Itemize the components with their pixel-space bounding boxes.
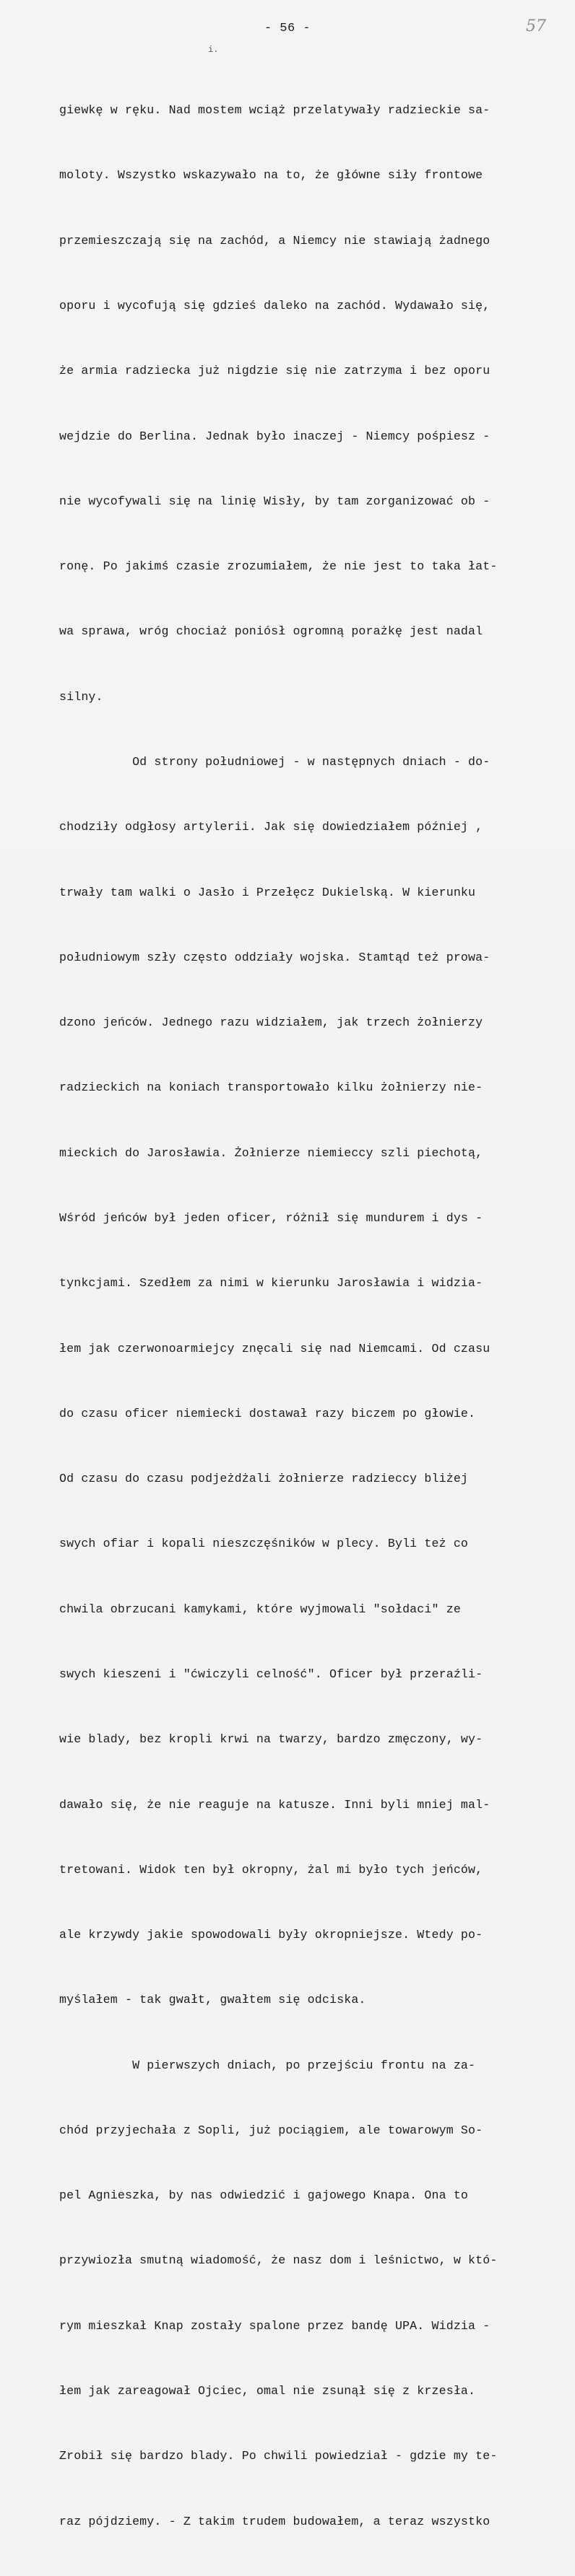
- text-line: dzono jeńców. Jednego razu widziałem, jak trzech żołnierzy: [59, 1016, 483, 1030]
- text-line: dawało się, że nie reaguje na katusze. Inni byli mniej mal-: [59, 1797, 490, 1812]
- text-line: moloty. Wszystko wskazywało na to, że główne siły frontowe: [59, 168, 483, 183]
- text-line: myślałem - tak gwałt, gwałtem się odciska.: [59, 1993, 366, 2007]
- text-line: chwila obrzucani kamykami, które wyjmowali "sołdaci" ze: [59, 1602, 461, 1616]
- text-line: silny.: [59, 689, 103, 704]
- text-line: ale krzywdy jakie spowodowali były okropniejsze. Wtedy po-: [59, 1928, 483, 1942]
- text-line: że armia radziecka już nigdzie się nie zatrzyma i bez oporu: [59, 364, 490, 378]
- text-line: łem jak czerwonoarmiejcy znęcali się nad Niemcami. Od czasu: [59, 1341, 490, 1355]
- text-line: Zrobił się bardzo blady. Po chwili powiedział - gdzie my te-: [59, 2449, 498, 2463]
- stray-typewriter-mark: i.: [208, 45, 219, 55]
- text-line: swych kieszeni i "ćwiczyli celność". Oficer był przeraźli-: [59, 1667, 483, 1681]
- text-line: do czasu oficer niemiecki dostawał razy biczem po głowie.: [59, 1406, 476, 1420]
- text-line: Od czasu do czasu podjeżdżali żołnierze radzieccy bliżej: [59, 1472, 469, 1486]
- text-line: oporu i wycofują się gdzieś daleko na zachód. Wydawało się,: [59, 299, 490, 313]
- text-line: mieckich do Jarosławia. Żołnierze niemieccy szli piechotą,: [59, 1145, 483, 1160]
- text-line: chodziły odgłosy artylerii. Jak się dowiedziałem później ,: [59, 820, 483, 834]
- text-line: raz pójdziemy. - Z takim trudem budowałem, a teraz wszystko: [59, 2514, 490, 2528]
- text-line: wa sprawa, wróg chociaż poniósł ogromną porażkę jest nadal: [59, 624, 483, 639]
- text-line: przywiozła smutną wiadomość, że nasz dom i leśnictwo, w któ-: [59, 2253, 498, 2268]
- text-line: W pierwszych dniach, po przejściu frontu na za-: [59, 2058, 476, 2072]
- text-line: Wśród jeńców był jeden oficer, różnił się mundurem i dys -: [59, 1210, 483, 1225]
- text-line: rym mieszkał Knap zostały spalone przez bandę UPA. Widzia -: [59, 2318, 490, 2333]
- text-line: wie blady, bez kropli krwi na twarzy, bardzo zmęczony, wy-: [59, 1732, 483, 1747]
- page-number: - 56 -: [264, 22, 311, 35]
- text-line: ronę. Po jakimś czasie zrozumiałem, że nie jest to taka łat-: [59, 559, 498, 574]
- text-line: trwały tam walki o Jasło i Przełęcz Dukielską. W kierunku: [59, 885, 476, 899]
- text-line: tretowani. Widok ten był okropny, żal mi było tych jeńców,: [59, 1862, 483, 1877]
- text-line: pel Agnieszka, by nas odwiedzić i gajowego Knapa. Ona to: [59, 2188, 469, 2203]
- text-line: Od strony południowej - w następnych dniach - do-: [59, 755, 490, 769]
- text-line: wejdzie do Berlina. Jednak było inaczej - Niemcy pośpiesz -: [59, 429, 490, 443]
- text-line: południowym szły często oddziały wojska. Stamtąd też prowa-: [59, 950, 490, 964]
- text-line: łem jak zareagował Ojciec, omal nie zsunął się z krzesła.: [59, 2384, 476, 2398]
- text-line: chód przyjechała z Sopli, już pociągiem, ale towarowym So-: [59, 2123, 483, 2137]
- text-line: radzieckich na koniach transportowało kilku żołnierzy nie-: [59, 1080, 483, 1095]
- archive-page-number: 57: [526, 17, 546, 35]
- text-line: swych ofiar i kopali nieszczęśników w plecy. Byli też co: [59, 1537, 469, 1551]
- body-text: [59, 56, 522, 2576]
- text-line: przemieszczają się na zachód, a Niemcy nie stawiają żadnego: [59, 233, 490, 248]
- text-line: nie wycofywali się na linię Wisły, by tam zorganizować ob -: [59, 494, 490, 508]
- text-line: giewkę w ręku. Nad mostem wciąż przelatywały radzieckie sa-: [59, 103, 490, 118]
- text-line: tynkcjami. Szedłem za nimi w kierunku Jarosławia i widzia-: [59, 1276, 483, 1291]
